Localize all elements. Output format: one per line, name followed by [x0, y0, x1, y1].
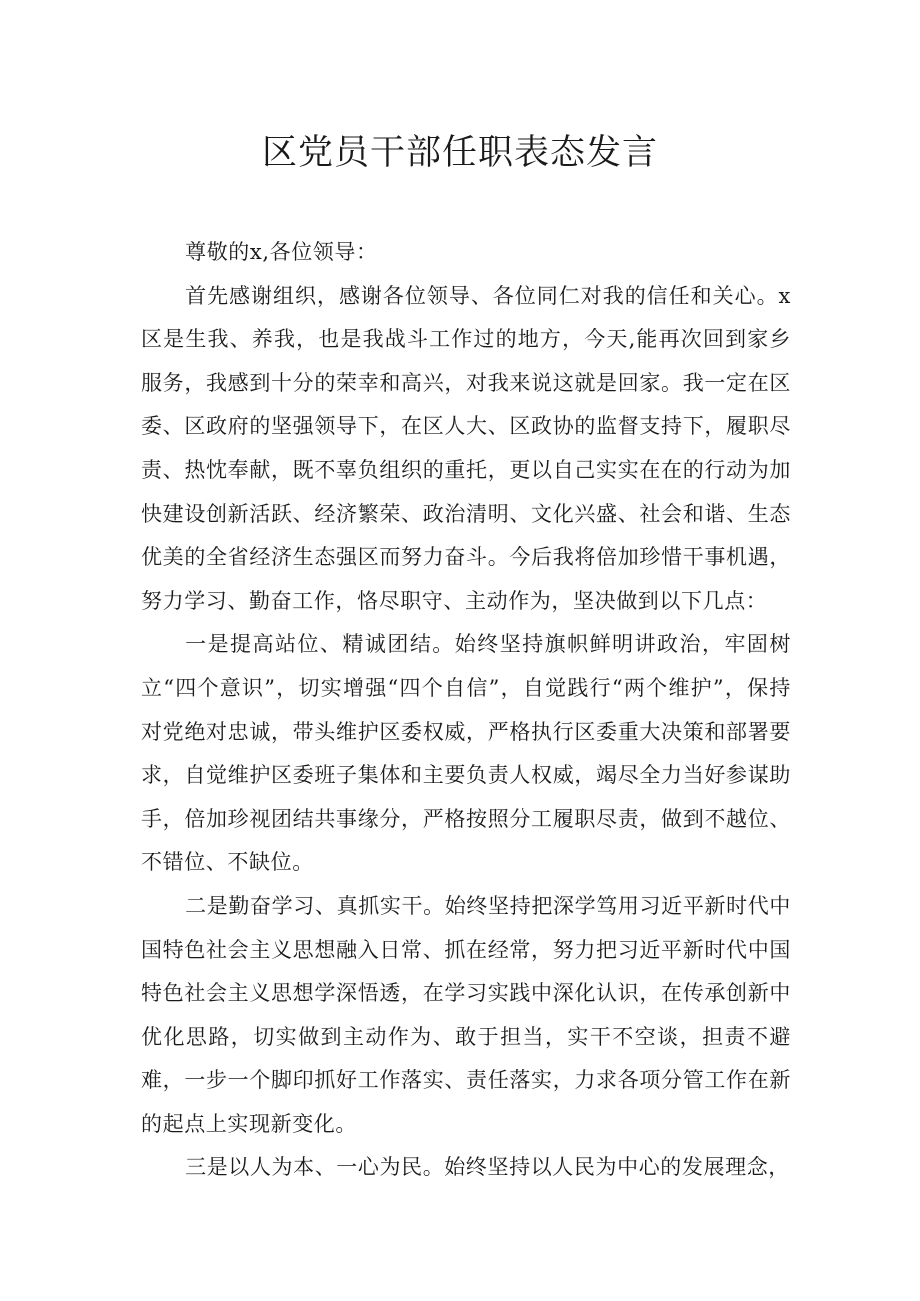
paragraph-intro: 首先感谢组织，感谢各位领导、各位同仁对我的信任和关心。x区是生我、养我，也是我战斗工作过的地方，今天,能再次回到家乡服务，我感到十分的荣幸和高兴，对我来说这就是回家。我一定在区委、区政府的坚强领导下，在区人大、区政协的监督支持下，履职尽责、热忱奉献，既不辜负组织的重托，更以自己实实在在的行动为加快建设创新活跃、经济繁荣、政治清明、文化兴盛、社会和谐、生态优美的全省经济生态强区而努力奋斗。今后我将倍加珍惜干事机遇，努力学习、勤奋工作，恪尽职守、主动作为，坚决做到以下几点： — [141, 283, 791, 613]
document-body — [141, 231, 791, 1190]
document-title: 区党员干部任职表态发言 — [261, 133, 658, 173]
paragraph-point-two: 二是勤奋学习、真抓实干。始终坚持把深学笃用习近平新时代中国特色社会主义思想融入日常、抓在经常，努力把习近平新时代中国特色社会主义思想学深悟透，在学习实践中深化认识，在传承创新中优化思路，切实做到主动作为、敢于担当，实干不空谈，担责不避难，一步一个脚印抓好工作落实、责任落实，力求各项分管工作在新的起点上实现新变化。 — [141, 893, 791, 1136]
salutation: 尊敬的x,各位领导： — [185, 240, 378, 264]
paragraph-point-one: 一是提高站位、精诚团结。始终坚持旗帜鲜明讲政治，牢固树立“四个意识”，切实增强“四个自信”，自觉践行“两个维护”，保持对党绝对忠诚，带头维护区委权威，严格执行区委重大决策和部署要求，自觉维护区委班子集体和主要负责人权威，竭尽全力当好参谋助手，倍加珍视团结共事缘分，严格按照分工履职尽责，做到不越位、不错位、不缺位。 — [141, 632, 791, 875]
paragraph-point-three: 三是以人为本、一心为民。始终坚持以人民为中心的发展理念， — [185, 1155, 790, 1180]
